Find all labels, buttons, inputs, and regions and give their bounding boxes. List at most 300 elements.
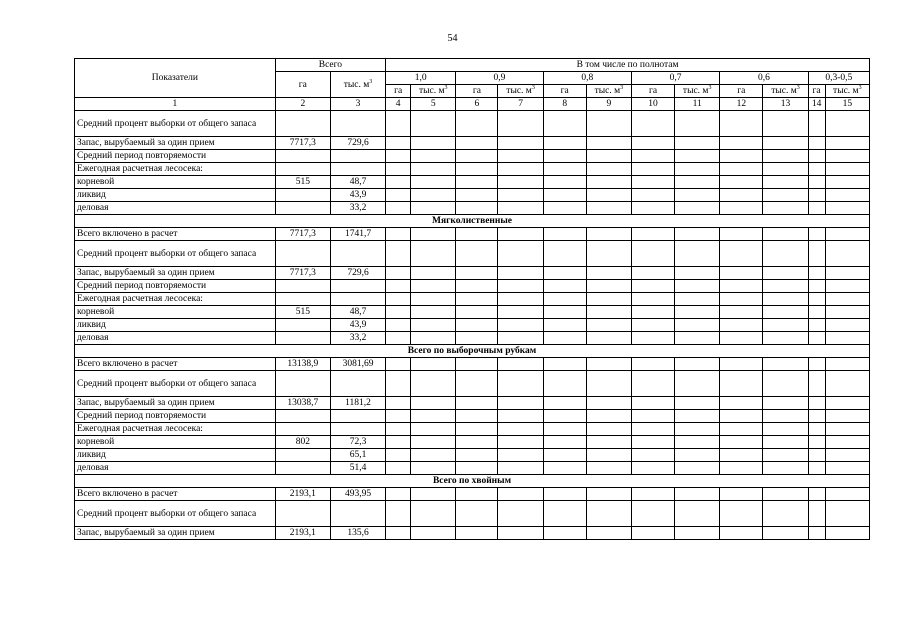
density-value-cell bbox=[808, 410, 825, 423]
table-row bbox=[75, 358, 870, 371]
total-volume-cell: 48,7 bbox=[330, 306, 385, 319]
density-value-cell bbox=[498, 150, 543, 163]
total-ha-cell: 802 bbox=[275, 436, 330, 449]
density-value-cell bbox=[386, 319, 411, 332]
total-volume-cell: 51,4 bbox=[330, 462, 385, 475]
density-value-cell bbox=[675, 462, 720, 475]
column-number: 4 bbox=[386, 98, 411, 111]
density-value-cell bbox=[675, 293, 720, 306]
density-value-cell bbox=[543, 280, 586, 293]
density-value-cell bbox=[720, 449, 763, 462]
density-value-cell bbox=[386, 189, 411, 202]
table-row bbox=[75, 293, 870, 306]
density-value-cell bbox=[456, 332, 498, 345]
density-value-cell bbox=[411, 527, 456, 540]
density-value-cell bbox=[808, 358, 825, 371]
density-value-cell bbox=[825, 501, 869, 527]
row-label: Ежегодная расчетная лесосека: bbox=[75, 423, 276, 436]
density-value-cell bbox=[631, 306, 674, 319]
density-value-cell bbox=[825, 397, 869, 410]
density-value-cell bbox=[808, 332, 825, 345]
density-value-cell bbox=[543, 176, 586, 189]
density-value-cell bbox=[411, 267, 456, 280]
density-value-cell bbox=[543, 228, 586, 241]
total-volume-cell bbox=[330, 241, 385, 267]
density-value-cell bbox=[808, 241, 825, 267]
density-value-cell bbox=[720, 228, 763, 241]
density-value-cell bbox=[586, 501, 631, 527]
density-value-cell bbox=[498, 280, 543, 293]
density-value-cell bbox=[631, 449, 674, 462]
density-value-cell bbox=[586, 189, 631, 202]
density-value-cell bbox=[720, 267, 763, 280]
total-ha-cell bbox=[275, 319, 330, 332]
table-row bbox=[75, 501, 870, 527]
density-value-cell bbox=[498, 293, 543, 306]
density-value-cell bbox=[825, 332, 869, 345]
total-ha-cell: 13138,9 bbox=[275, 358, 330, 371]
total-ha-cell: 515 bbox=[275, 176, 330, 189]
total-volume-cell: 33,2 bbox=[330, 202, 385, 215]
density-value-cell bbox=[631, 267, 674, 280]
total-ha-cell bbox=[275, 423, 330, 436]
density-value-cell bbox=[825, 319, 869, 332]
header-density-ha: га bbox=[456, 85, 498, 98]
density-value-cell bbox=[631, 462, 674, 475]
column-number: 6 bbox=[456, 98, 498, 111]
density-value-cell bbox=[498, 397, 543, 410]
header-density-volume: тыс. $м^3$ bbox=[498, 85, 543, 98]
density-value-cell bbox=[808, 189, 825, 202]
density-value-cell bbox=[720, 397, 763, 410]
density-value-cell bbox=[498, 111, 543, 137]
density-value-cell bbox=[763, 241, 808, 267]
density-value-cell bbox=[675, 527, 720, 540]
density-value-cell bbox=[386, 488, 411, 501]
header-indicators: Показатели bbox=[75, 59, 276, 98]
column-number: 9 bbox=[586, 98, 631, 111]
density-value-cell bbox=[498, 176, 543, 189]
density-value-cell bbox=[386, 306, 411, 319]
density-value-cell bbox=[825, 527, 869, 540]
density-value-cell bbox=[808, 111, 825, 137]
density-value-cell bbox=[720, 410, 763, 423]
density-value-cell bbox=[586, 332, 631, 345]
header-density-3: 0,7 bbox=[631, 72, 719, 85]
density-value-cell bbox=[763, 202, 808, 215]
density-value-cell bbox=[763, 189, 808, 202]
density-value-cell bbox=[586, 488, 631, 501]
density-value-cell bbox=[498, 228, 543, 241]
header-density-volume: тыс. $м^3$ bbox=[763, 85, 808, 98]
density-value-cell bbox=[586, 410, 631, 423]
density-value-cell bbox=[386, 371, 411, 397]
density-value-cell bbox=[763, 150, 808, 163]
density-value-cell bbox=[720, 527, 763, 540]
header-density-volume: тыс. $м^3$ bbox=[411, 85, 456, 98]
header-total-ha: га bbox=[275, 72, 330, 98]
density-value-cell bbox=[631, 293, 674, 306]
density-value-cell bbox=[456, 319, 498, 332]
density-value-cell bbox=[456, 228, 498, 241]
density-value-cell bbox=[386, 280, 411, 293]
density-value-cell bbox=[763, 137, 808, 150]
total-ha-cell: 13038,7 bbox=[275, 397, 330, 410]
density-value-cell bbox=[411, 397, 456, 410]
density-value-cell bbox=[543, 397, 586, 410]
density-value-cell bbox=[808, 397, 825, 410]
density-value-cell bbox=[763, 371, 808, 397]
density-value-cell bbox=[825, 306, 869, 319]
density-value-cell bbox=[675, 501, 720, 527]
total-volume-cell: 48,7 bbox=[330, 176, 385, 189]
total-ha-cell bbox=[275, 163, 330, 176]
total-volume-cell: 729,6 bbox=[330, 267, 385, 280]
row-label: Запас, вырубаемый за один прием bbox=[75, 397, 276, 410]
density-value-cell bbox=[720, 488, 763, 501]
density-value-cell bbox=[825, 137, 869, 150]
density-value-cell bbox=[825, 189, 869, 202]
density-value-cell bbox=[631, 423, 674, 436]
column-number: 2 bbox=[275, 98, 330, 111]
table-row bbox=[75, 202, 870, 215]
header-density-2: 0,8 bbox=[543, 72, 631, 85]
total-volume-cell: 33,2 bbox=[330, 332, 385, 345]
density-value-cell bbox=[498, 319, 543, 332]
density-value-cell bbox=[456, 410, 498, 423]
header-density-4: 0,6 bbox=[720, 72, 808, 85]
density-value-cell bbox=[631, 137, 674, 150]
row-label: корневой bbox=[75, 176, 276, 189]
density-value-cell bbox=[675, 241, 720, 267]
header-density-volume: тыс. $м^3$ bbox=[675, 85, 720, 98]
density-value-cell bbox=[675, 436, 720, 449]
density-value-cell bbox=[543, 150, 586, 163]
density-value-cell bbox=[386, 228, 411, 241]
density-value-cell bbox=[631, 150, 674, 163]
density-value-cell bbox=[763, 488, 808, 501]
total-ha-cell: 7717,3 bbox=[275, 228, 330, 241]
row-label: деловая bbox=[75, 332, 276, 345]
density-value-cell bbox=[586, 280, 631, 293]
total-ha-cell bbox=[275, 202, 330, 215]
density-value-cell bbox=[675, 397, 720, 410]
density-value-cell bbox=[586, 397, 631, 410]
header-total-volume: тыс. $м^3$ bbox=[330, 72, 385, 98]
density-value-cell bbox=[586, 267, 631, 280]
density-value-cell bbox=[498, 436, 543, 449]
density-value-cell bbox=[631, 228, 674, 241]
density-value-cell bbox=[675, 332, 720, 345]
section-heading: Всего по хвойным bbox=[75, 475, 870, 488]
density-value-cell bbox=[763, 332, 808, 345]
density-value-cell bbox=[456, 111, 498, 137]
density-value-cell bbox=[498, 371, 543, 397]
density-value-cell bbox=[543, 449, 586, 462]
density-value-cell bbox=[498, 462, 543, 475]
density-value-cell bbox=[763, 527, 808, 540]
density-value-cell bbox=[720, 163, 763, 176]
density-value-cell bbox=[631, 163, 674, 176]
total-volume-cell bbox=[330, 163, 385, 176]
density-value-cell bbox=[825, 202, 869, 215]
density-value-cell bbox=[720, 306, 763, 319]
density-value-cell bbox=[543, 137, 586, 150]
density-value-cell bbox=[411, 111, 456, 137]
density-value-cell bbox=[825, 488, 869, 501]
column-number: 15 bbox=[825, 98, 869, 111]
density-value-cell bbox=[825, 371, 869, 397]
density-value-cell bbox=[543, 202, 586, 215]
row-label: Средний процент выборки от общего запаса bbox=[75, 111, 276, 137]
total-ha-cell bbox=[275, 462, 330, 475]
total-volume-cell bbox=[330, 423, 385, 436]
density-value-cell bbox=[386, 150, 411, 163]
density-value-cell bbox=[386, 163, 411, 176]
density-value-cell bbox=[411, 371, 456, 397]
density-value-cell bbox=[543, 410, 586, 423]
density-value-cell bbox=[675, 449, 720, 462]
total-volume-cell: 135,6 bbox=[330, 527, 385, 540]
density-value-cell bbox=[386, 436, 411, 449]
total-ha-cell bbox=[275, 371, 330, 397]
density-value-cell bbox=[543, 306, 586, 319]
density-value-cell bbox=[586, 150, 631, 163]
density-value-cell bbox=[763, 436, 808, 449]
density-value-cell bbox=[675, 423, 720, 436]
density-value-cell bbox=[631, 111, 674, 137]
row-label: Ежегодная расчетная лесосека: bbox=[75, 293, 276, 306]
density-value-cell bbox=[498, 137, 543, 150]
density-value-cell bbox=[808, 280, 825, 293]
row-label: Запас, вырубаемый за один прием bbox=[75, 527, 276, 540]
total-ha-cell bbox=[275, 241, 330, 267]
density-value-cell bbox=[825, 228, 869, 241]
header-density-volume: тыс. $м^3$ bbox=[586, 85, 631, 98]
density-value-cell bbox=[825, 358, 869, 371]
table-row bbox=[75, 319, 870, 332]
density-value-cell bbox=[543, 163, 586, 176]
table-row bbox=[75, 228, 870, 241]
density-value-cell bbox=[675, 202, 720, 215]
column-number: 13 bbox=[763, 98, 808, 111]
density-value-cell bbox=[763, 501, 808, 527]
density-value-cell bbox=[586, 176, 631, 189]
density-value-cell bbox=[631, 176, 674, 189]
density-value-cell bbox=[675, 189, 720, 202]
header-density-ha: га bbox=[720, 85, 763, 98]
density-value-cell bbox=[763, 306, 808, 319]
total-ha-cell: 7717,3 bbox=[275, 267, 330, 280]
density-value-cell bbox=[825, 111, 869, 137]
density-value-cell bbox=[411, 436, 456, 449]
density-value-cell bbox=[763, 423, 808, 436]
density-value-cell bbox=[543, 319, 586, 332]
density-value-cell bbox=[386, 293, 411, 306]
density-value-cell bbox=[808, 319, 825, 332]
density-value-cell bbox=[825, 436, 869, 449]
total-ha-cell bbox=[275, 280, 330, 293]
density-value-cell bbox=[763, 163, 808, 176]
density-value-cell bbox=[763, 319, 808, 332]
density-value-cell bbox=[543, 189, 586, 202]
density-value-cell bbox=[456, 436, 498, 449]
density-value-cell bbox=[411, 293, 456, 306]
section-heading-row bbox=[75, 215, 870, 228]
density-value-cell bbox=[411, 462, 456, 475]
row-label: Всего включено в расчет bbox=[75, 488, 276, 501]
table-row bbox=[75, 436, 870, 449]
density-value-cell bbox=[808, 267, 825, 280]
density-value-cell bbox=[498, 202, 543, 215]
table-row bbox=[75, 397, 870, 410]
total-ha-cell: 515 bbox=[275, 306, 330, 319]
density-value-cell bbox=[720, 280, 763, 293]
density-value-cell bbox=[543, 371, 586, 397]
density-value-cell bbox=[456, 449, 498, 462]
density-value-cell bbox=[763, 111, 808, 137]
density-value-cell bbox=[675, 111, 720, 137]
density-value-cell bbox=[763, 293, 808, 306]
density-value-cell bbox=[498, 267, 543, 280]
density-value-cell bbox=[808, 423, 825, 436]
density-value-cell bbox=[675, 358, 720, 371]
total-volume-cell bbox=[330, 501, 385, 527]
density-value-cell bbox=[808, 176, 825, 189]
density-value-cell bbox=[456, 397, 498, 410]
table-row bbox=[75, 241, 870, 267]
density-value-cell bbox=[543, 423, 586, 436]
forest-harvest-table bbox=[74, 58, 870, 540]
density-value-cell bbox=[411, 410, 456, 423]
density-value-cell bbox=[763, 267, 808, 280]
total-volume-cell: 729,6 bbox=[330, 137, 385, 150]
density-value-cell bbox=[386, 397, 411, 410]
density-value-cell bbox=[586, 228, 631, 241]
row-label: Средний период повторяемости bbox=[75, 280, 276, 293]
density-value-cell bbox=[763, 462, 808, 475]
total-ha-cell bbox=[275, 449, 330, 462]
density-value-cell bbox=[763, 397, 808, 410]
density-value-cell bbox=[631, 202, 674, 215]
density-value-cell bbox=[411, 150, 456, 163]
row-label: Запас, вырубаемый за один прием bbox=[75, 267, 276, 280]
density-value-cell bbox=[808, 371, 825, 397]
density-value-cell bbox=[631, 371, 674, 397]
density-value-cell bbox=[586, 163, 631, 176]
density-value-cell bbox=[543, 332, 586, 345]
density-value-cell bbox=[386, 241, 411, 267]
row-label: ликвид bbox=[75, 319, 276, 332]
density-value-cell bbox=[586, 358, 631, 371]
density-value-cell bbox=[411, 332, 456, 345]
density-value-cell bbox=[386, 501, 411, 527]
header-density-1: 0,9 bbox=[456, 72, 543, 85]
density-value-cell bbox=[543, 436, 586, 449]
density-value-cell bbox=[456, 371, 498, 397]
density-value-cell bbox=[411, 358, 456, 371]
density-value-cell bbox=[763, 228, 808, 241]
density-value-cell bbox=[808, 501, 825, 527]
row-label: корневой bbox=[75, 436, 276, 449]
density-value-cell bbox=[411, 280, 456, 293]
density-value-cell bbox=[825, 423, 869, 436]
density-value-cell bbox=[386, 462, 411, 475]
section-heading: Мягколиственные bbox=[75, 215, 870, 228]
density-value-cell bbox=[808, 449, 825, 462]
density-value-cell bbox=[456, 306, 498, 319]
density-value-cell bbox=[543, 462, 586, 475]
header-total: Всего bbox=[275, 59, 385, 72]
density-value-cell bbox=[675, 371, 720, 397]
density-value-cell bbox=[386, 423, 411, 436]
density-value-cell bbox=[675, 306, 720, 319]
density-value-cell bbox=[498, 358, 543, 371]
density-value-cell bbox=[763, 449, 808, 462]
total-volume-cell: 65,1 bbox=[330, 449, 385, 462]
density-value-cell bbox=[411, 202, 456, 215]
row-label: ликвид bbox=[75, 189, 276, 202]
section-heading-row bbox=[75, 345, 870, 358]
density-value-cell bbox=[720, 176, 763, 189]
row-label: Средний процент выборки от общего запаса bbox=[75, 501, 276, 527]
density-value-cell bbox=[720, 111, 763, 137]
total-ha-cell: 2193,1 bbox=[275, 488, 330, 501]
density-value-cell bbox=[586, 423, 631, 436]
density-value-cell bbox=[411, 176, 456, 189]
density-value-cell bbox=[808, 137, 825, 150]
total-volume-cell: 43,9 bbox=[330, 189, 385, 202]
density-value-cell bbox=[825, 410, 869, 423]
density-value-cell bbox=[498, 163, 543, 176]
total-volume-cell bbox=[330, 150, 385, 163]
density-value-cell bbox=[456, 488, 498, 501]
row-label: Средний процент выборки от общего запаса bbox=[75, 371, 276, 397]
column-number: 12 bbox=[720, 98, 763, 111]
density-value-cell bbox=[411, 163, 456, 176]
density-value-cell bbox=[386, 176, 411, 189]
density-value-cell bbox=[386, 202, 411, 215]
table-row bbox=[75, 332, 870, 345]
density-value-cell bbox=[456, 189, 498, 202]
density-value-cell bbox=[456, 176, 498, 189]
density-value-cell bbox=[825, 462, 869, 475]
section-heading-row bbox=[75, 475, 870, 488]
density-value-cell bbox=[586, 241, 631, 267]
total-volume-cell bbox=[330, 111, 385, 137]
density-value-cell bbox=[763, 410, 808, 423]
density-value-cell bbox=[675, 267, 720, 280]
density-value-cell bbox=[631, 527, 674, 540]
density-value-cell bbox=[498, 488, 543, 501]
density-value-cell bbox=[808, 202, 825, 215]
column-number: 1 bbox=[75, 98, 276, 111]
density-value-cell bbox=[456, 293, 498, 306]
density-value-cell bbox=[498, 241, 543, 267]
total-volume-cell: 493,95 bbox=[330, 488, 385, 501]
density-value-cell bbox=[456, 202, 498, 215]
density-value-cell bbox=[675, 488, 720, 501]
density-value-cell bbox=[586, 111, 631, 137]
total-volume-cell bbox=[330, 280, 385, 293]
density-value-cell bbox=[631, 189, 674, 202]
row-label: Всего включено в расчет bbox=[75, 228, 276, 241]
density-value-cell bbox=[543, 527, 586, 540]
density-value-cell bbox=[498, 449, 543, 462]
density-value-cell bbox=[586, 449, 631, 462]
table-row bbox=[75, 527, 870, 540]
total-ha-cell bbox=[275, 293, 330, 306]
